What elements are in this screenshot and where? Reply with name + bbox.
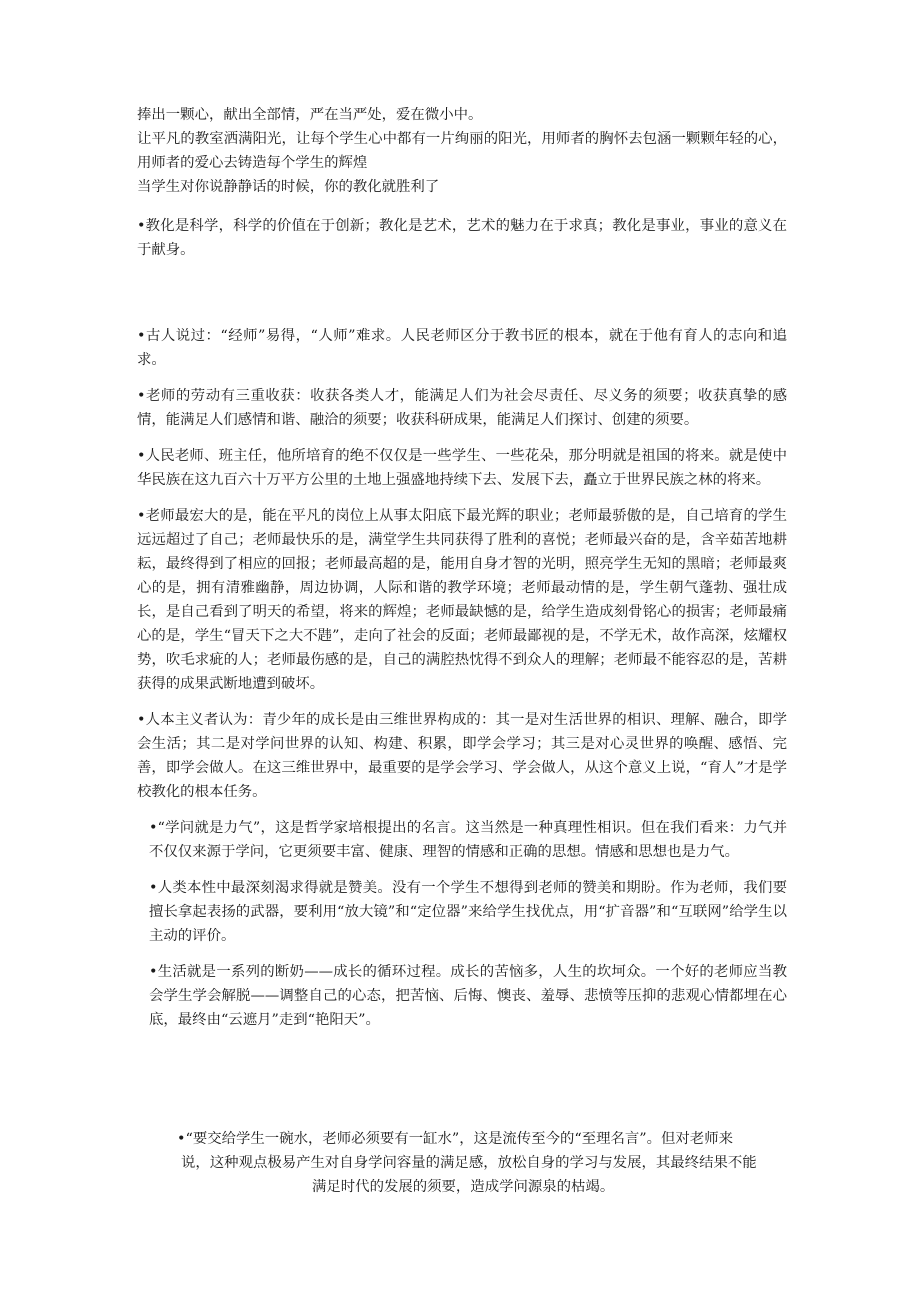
paragraph-three-harvests: •老师的劳动有三重收获：收获各类人才，能满足人们为社会尽责任、尽义务的须要；收获真挚的感情，能满足人们感情和谐、融洽的须要；收获科研成果，能满足人们探讨、创建的须要。 — [137, 388, 787, 428]
paragraph-knowledge-power: •“学问就是力气”，这是哲学家培根提出的名言。这当然是一种真理性相识。但在我们看来：力气并不仅仅来源于学问，它更须要丰富、健康、理智的情感和正确的思想。情感和思想也是力气。 — [149, 820, 787, 860]
paragraph-praise: •人类本性中最深刻渴求得就是赞美。没有一个学生不想得到老师的赞美和期盼。作为老师，我们要擅长拿起表扬的武器，要利用“放大镜”和“定位器”来给学生找优点，用“扩音器”和“互联网”给学生以主动的评价。 — [149, 880, 787, 944]
spacer — [137, 948, 787, 960]
paragraph-future-of-nation: •人民老师、班主任，他所培育的绝不仅仅是一些学生、一些花朵，那分明就是祖国的将来。就是使中华民族在这九百六十万平方公里的土地上强盛地持续下去、发展下去，矗立于世界民族之林的将来。 — [137, 448, 787, 488]
closing-paragraph — [137, 1127, 787, 1199]
spacer — [137, 432, 787, 444]
spacer — [137, 262, 787, 312]
spacer — [137, 312, 787, 324]
closing-line-1: •“要交给学生一碗水，老师必须要有一缸水”，这是流传至今的“至理名言”。但对老师来 — [177, 1131, 733, 1147]
spacer — [137, 864, 787, 876]
closing-line-2: 说，这种观点极易产生对自身学问容量的满足感，放松自身的学习与发展，其最终结果不能 — [181, 1155, 757, 1171]
spacer — [137, 372, 787, 384]
closing-line-3: 满足时代的发展的须要，造成学问源泉的枯竭。 — [312, 1179, 615, 1195]
intro-line-2: 让平凡的教室洒满阳光，让每个学生心中都有一片绚丽的阳光，用师者的胸怀去包涵一颗颗年轻的心，用师者的爱心去铸造每个学生的辉煌 — [137, 131, 787, 171]
intro-line-3: 当学生对你说静静话的时候，你的教化就胜利了 — [137, 179, 440, 195]
spacer — [137, 199, 787, 214]
paragraph-ancient-saying: •古人说过：“经师”易得，“人师”难求。人民老师区分于教书匠的根本，就在于他有育人的志向和追求。 — [137, 328, 787, 368]
spacer — [137, 492, 787, 504]
document-body — [137, 103, 787, 1032]
spacer — [137, 696, 787, 708]
paragraph-education-science: •教化是科学，科学的价值在于创新；教化是艺术，艺术的魅力在于求真；教化是事业，事业的意义在于献身。 — [137, 218, 787, 258]
spacer — [137, 804, 787, 816]
paragraph-teacher-feelings: •老师最宏大的是，能在平凡的岗位上从事太阳底下最光辉的职业；老师最骄傲的是，自己培育的学生远远超过了自己；老师最快乐的是，满堂学生共同获得了胜利的喜悦；老师最兴奋的是，含辛茹苦地耕耘，最终得到了相应的回报；老师最高超的是，能用自身才智的光明，照亮学生无知的黑暗；老师最爽心的是，拥有清雅幽静，周边协调，人际和谐的教学环境；老师最动情的是，学生朝气蓬勃、强壮成长，是自己看到了明天的希望，将来的辉煌；老师最缺憾的是，给学生造成刻骨铭心的损害；老师最痛心的是，学生“冒天下之大不韪”，走向了社会的反面；老师最鄙视的是，不学无术，故作高深，炫耀权势，吹毛求疵的人；老师最伤感的是，自己的满腔热忱得不到众人的理解；老师最不能容忍的是，苦耕获得的成果武断地遭到破坏。 — [137, 508, 787, 692]
intro-line-1: 捧出一颗心，献出全部情，严在当严处，爱在微小中。 — [137, 107, 483, 123]
paragraph-weaning: •生活就是一系列的断奶——成长的循环过程。成长的苦恼多，人生的坎坷众。一个好的老师应当教会学生学会解脱——调整自己的心态，把苦恼、后悔、懊丧、羞辱、悲愤等压抑的悲观心情都埋在心底，最终由“云遮月”走到“艳阳天”。 — [149, 964, 787, 1028]
paragraph-humanism: •人本主义者认为：青少年的成长是由三维世界构成的：其一是对生活世界的相识、理解、融合，即学会生活；其二是对学问世界的认知、构建、积累，即学会学习；其三是对心灵世界的唤醒、感悟、完善，即学会做人。在这三维世界中，最重要的是学会学习、学会做人，从这个意义上说，“育人”才是学校教化的根本任务。 — [137, 712, 787, 800]
